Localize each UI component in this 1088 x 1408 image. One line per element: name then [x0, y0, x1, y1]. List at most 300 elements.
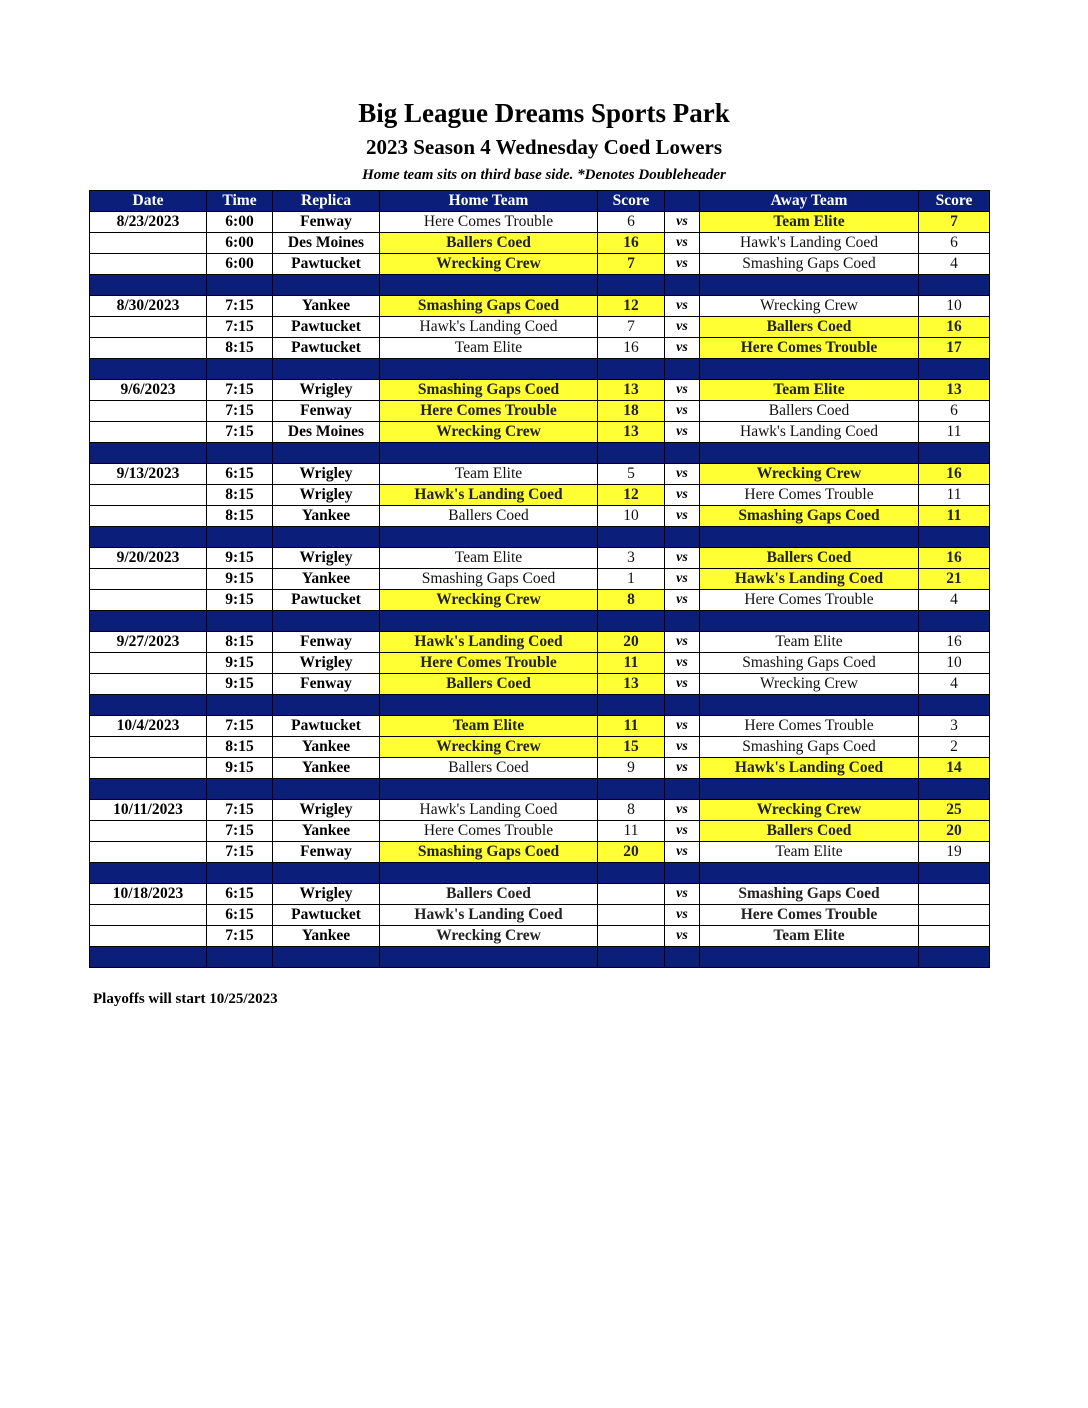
- time-cell: 9:15: [207, 674, 273, 695]
- separator-cell: [598, 527, 665, 548]
- away-score-cell: 4: [919, 674, 990, 695]
- table-row: [90, 758, 990, 779]
- away-score-cell: 4: [919, 254, 990, 275]
- table-row: [90, 884, 990, 905]
- separator-cell: [207, 863, 273, 884]
- separator-cell: [380, 527, 598, 548]
- vs-cell: vs: [665, 464, 700, 485]
- separator-cell: [273, 275, 380, 296]
- away-team-cell: Team Elite: [700, 842, 919, 863]
- separator-cell: [380, 611, 598, 632]
- replica-cell: Fenway: [273, 632, 380, 653]
- date-cell: [90, 737, 207, 758]
- replica-cell: Wrigley: [273, 485, 380, 506]
- vs-cell: vs: [665, 590, 700, 611]
- replica-cell: Yankee: [273, 296, 380, 317]
- separator-cell: [919, 863, 990, 884]
- separator-cell: [207, 359, 273, 380]
- away-score-cell: [919, 884, 990, 905]
- separator-cell: [380, 779, 598, 800]
- away-score-cell: 11: [919, 422, 990, 443]
- home-score-cell: 18: [598, 401, 665, 422]
- home-score-cell: 9: [598, 758, 665, 779]
- col-header-home-team: Home Team: [380, 191, 598, 212]
- separator-cell: [207, 275, 273, 296]
- time-cell: 6:00: [207, 254, 273, 275]
- away-score-cell: 7: [919, 212, 990, 233]
- vs-cell: vs: [665, 821, 700, 842]
- vs-cell: vs: [665, 884, 700, 905]
- separator-cell: [273, 611, 380, 632]
- vs-cell: vs: [665, 380, 700, 401]
- table-row: [90, 737, 990, 758]
- table-row: [90, 569, 990, 590]
- replica-cell: Yankee: [273, 821, 380, 842]
- separator-cell: [207, 527, 273, 548]
- separator-cell: [90, 947, 207, 968]
- away-score-cell: 17: [919, 338, 990, 359]
- away-team-cell: Here Comes Trouble: [700, 338, 919, 359]
- separator-cell: [919, 695, 990, 716]
- home-score-cell: [598, 905, 665, 926]
- away-score-cell: 6: [919, 233, 990, 254]
- vs-cell: vs: [665, 233, 700, 254]
- date-cell: 9/13/2023: [90, 464, 207, 485]
- separator-cell: [598, 275, 665, 296]
- away-team-cell: Here Comes Trouble: [700, 716, 919, 737]
- time-cell: 6:00: [207, 233, 273, 254]
- home-team-cell: Ballers Coed: [380, 674, 598, 695]
- away-score-cell: 10: [919, 653, 990, 674]
- away-score-cell: 19: [919, 842, 990, 863]
- separator-cell: [700, 443, 919, 464]
- separator-cell: [665, 695, 700, 716]
- separator-cell: [90, 611, 207, 632]
- vs-cell: vs: [665, 569, 700, 590]
- week-separator-row: [90, 443, 990, 464]
- date-cell: [90, 485, 207, 506]
- time-cell: 9:15: [207, 758, 273, 779]
- vs-cell: vs: [665, 653, 700, 674]
- separator-cell: [273, 359, 380, 380]
- separator-cell: [207, 611, 273, 632]
- replica-cell: Fenway: [273, 674, 380, 695]
- separator-cell: [380, 863, 598, 884]
- away-team-cell: Ballers Coed: [700, 317, 919, 338]
- separator-cell: [598, 695, 665, 716]
- away-team-cell: Ballers Coed: [700, 548, 919, 569]
- away-team-cell: Smashing Gaps Coed: [700, 737, 919, 758]
- table-header-row: [90, 191, 990, 212]
- table-row: [90, 716, 990, 737]
- separator-cell: [700, 779, 919, 800]
- table-row: [90, 212, 990, 233]
- home-team-cell: Hawk's Landing Coed: [380, 485, 598, 506]
- vs-cell: vs: [665, 254, 700, 275]
- table-row: [90, 296, 990, 317]
- separator-cell: [90, 359, 207, 380]
- vs-cell: vs: [665, 401, 700, 422]
- date-cell: [90, 317, 207, 338]
- home-score-cell: 16: [598, 338, 665, 359]
- separator-cell: [90, 275, 207, 296]
- home-score-cell: 13: [598, 380, 665, 401]
- replica-cell: Des Moines: [273, 233, 380, 254]
- schedule-note: Home team sits on third base side. *Denotes Doubleheader: [362, 167, 726, 183]
- separator-cell: [598, 359, 665, 380]
- separator-cell: [90, 863, 207, 884]
- home-score-cell: [598, 926, 665, 947]
- separator-cell: [380, 359, 598, 380]
- vs-cell: vs: [665, 422, 700, 443]
- separator-cell: [207, 443, 273, 464]
- schedule-body: [90, 212, 990, 968]
- replica-cell: Wrigley: [273, 884, 380, 905]
- week-separator-row: [90, 359, 990, 380]
- away-team-cell: Here Comes Trouble: [700, 485, 919, 506]
- away-score-cell: 16: [919, 317, 990, 338]
- home-score-cell: 13: [598, 422, 665, 443]
- home-team-cell: Wrecking Crew: [380, 422, 598, 443]
- vs-cell: vs: [665, 737, 700, 758]
- separator-cell: [919, 611, 990, 632]
- col-header-away-score: Score: [919, 191, 990, 212]
- separator-cell: [273, 527, 380, 548]
- separator-cell: [665, 863, 700, 884]
- time-cell: 9:15: [207, 590, 273, 611]
- away-team-cell: Hawk's Landing Coed: [700, 422, 919, 443]
- separator-cell: [273, 947, 380, 968]
- replica-cell: Fenway: [273, 212, 380, 233]
- time-cell: 7:15: [207, 401, 273, 422]
- away-team-cell: Smashing Gaps Coed: [700, 506, 919, 527]
- home-score-cell: 11: [598, 821, 665, 842]
- away-team-cell: Team Elite: [700, 212, 919, 233]
- date-cell: 10/11/2023: [90, 800, 207, 821]
- separator-cell: [90, 443, 207, 464]
- separator-cell: [919, 779, 990, 800]
- separator-cell: [700, 359, 919, 380]
- home-team-cell: Hawk's Landing Coed: [380, 905, 598, 926]
- replica-cell: Wrigley: [273, 800, 380, 821]
- table-row: [90, 653, 990, 674]
- time-cell: 6:15: [207, 905, 273, 926]
- away-score-cell: 13: [919, 380, 990, 401]
- away-team-cell: Here Comes Trouble: [700, 905, 919, 926]
- separator-cell: [598, 611, 665, 632]
- replica-cell: Yankee: [273, 737, 380, 758]
- replica-cell: Yankee: [273, 926, 380, 947]
- home-score-cell: 16: [598, 233, 665, 254]
- vs-cell: vs: [665, 317, 700, 338]
- home-score-cell: 15: [598, 737, 665, 758]
- home-team-cell: Ballers Coed: [380, 884, 598, 905]
- time-cell: 8:15: [207, 737, 273, 758]
- table-row: [90, 506, 990, 527]
- home-score-cell: 20: [598, 632, 665, 653]
- separator-cell: [273, 695, 380, 716]
- table-row: [90, 800, 990, 821]
- vs-cell: vs: [665, 212, 700, 233]
- separator-cell: [380, 443, 598, 464]
- away-team-cell: Team Elite: [700, 926, 919, 947]
- home-team-cell: Team Elite: [380, 338, 598, 359]
- time-cell: 7:15: [207, 317, 273, 338]
- date-cell: [90, 821, 207, 842]
- home-team-cell: Wrecking Crew: [380, 737, 598, 758]
- away-team-cell: Team Elite: [700, 632, 919, 653]
- col-header-time: Time: [207, 191, 273, 212]
- home-score-cell: 12: [598, 485, 665, 506]
- away-score-cell: 16: [919, 464, 990, 485]
- vs-cell: vs: [665, 926, 700, 947]
- away-team-cell: Ballers Coed: [700, 401, 919, 422]
- table-row: [90, 380, 990, 401]
- replica-cell: Yankee: [273, 506, 380, 527]
- table-row: [90, 632, 990, 653]
- away-score-cell: [919, 926, 990, 947]
- home-score-cell: 12: [598, 296, 665, 317]
- separator-cell: [919, 527, 990, 548]
- home-score-cell: 11: [598, 716, 665, 737]
- time-cell: 6:15: [207, 464, 273, 485]
- separator-cell: [90, 695, 207, 716]
- home-team-cell: Wrecking Crew: [380, 926, 598, 947]
- replica-cell: Pawtucket: [273, 590, 380, 611]
- date-cell: [90, 926, 207, 947]
- table-row: [90, 254, 990, 275]
- home-team-cell: Hawk's Landing Coed: [380, 317, 598, 338]
- away-score-cell: 16: [919, 632, 990, 653]
- home-team-cell: Team Elite: [380, 548, 598, 569]
- separator-cell: [919, 359, 990, 380]
- table-row: [90, 422, 990, 443]
- separator-cell: [273, 443, 380, 464]
- away-team-cell: Hawk's Landing Coed: [700, 569, 919, 590]
- time-cell: 7:15: [207, 716, 273, 737]
- away-team-cell: Team Elite: [700, 380, 919, 401]
- separator-cell: [380, 947, 598, 968]
- date-cell: 9/6/2023: [90, 380, 207, 401]
- vs-cell: vs: [665, 674, 700, 695]
- time-cell: 8:15: [207, 485, 273, 506]
- time-cell: 9:15: [207, 569, 273, 590]
- replica-cell: Fenway: [273, 401, 380, 422]
- page-title: Big League Dreams Sports Park: [358, 98, 730, 128]
- away-score-cell: 11: [919, 485, 990, 506]
- replica-cell: Wrigley: [273, 653, 380, 674]
- replica-cell: Pawtucket: [273, 905, 380, 926]
- separator-cell: [700, 527, 919, 548]
- away-score-cell: 20: [919, 821, 990, 842]
- table-row: [90, 338, 990, 359]
- table-row: [90, 233, 990, 254]
- time-cell: 9:15: [207, 653, 273, 674]
- away-score-cell: 4: [919, 590, 990, 611]
- time-cell: 6:00: [207, 212, 273, 233]
- separator-cell: [90, 779, 207, 800]
- home-team-cell: Wrecking Crew: [380, 590, 598, 611]
- home-team-cell: Smashing Gaps Coed: [380, 569, 598, 590]
- away-team-cell: Wrecking Crew: [700, 296, 919, 317]
- away-team-cell: Smashing Gaps Coed: [700, 254, 919, 275]
- table-row: [90, 485, 990, 506]
- separator-cell: [665, 443, 700, 464]
- away-score-cell: 25: [919, 800, 990, 821]
- home-team-cell: Team Elite: [380, 464, 598, 485]
- time-cell: 7:15: [207, 821, 273, 842]
- separator-cell: [90, 527, 207, 548]
- time-cell: 7:15: [207, 380, 273, 401]
- date-cell: [90, 401, 207, 422]
- separator-cell: [598, 863, 665, 884]
- away-score-cell: 16: [919, 548, 990, 569]
- table-row: [90, 842, 990, 863]
- home-team-cell: Ballers Coed: [380, 506, 598, 527]
- away-team-cell: Ballers Coed: [700, 821, 919, 842]
- vs-cell: vs: [665, 485, 700, 506]
- replica-cell: Des Moines: [273, 422, 380, 443]
- col-header-replica: Replica: [273, 191, 380, 212]
- away-score-cell: 6: [919, 401, 990, 422]
- separator-cell: [207, 947, 273, 968]
- home-score-cell: 8: [598, 590, 665, 611]
- separator-cell: [700, 611, 919, 632]
- vs-cell: vs: [665, 506, 700, 527]
- home-team-cell: Wrecking Crew: [380, 254, 598, 275]
- home-score-cell: [598, 884, 665, 905]
- date-cell: [90, 842, 207, 863]
- home-team-cell: Ballers Coed: [380, 233, 598, 254]
- date-cell: 9/20/2023: [90, 548, 207, 569]
- replica-cell: Wrigley: [273, 464, 380, 485]
- table-row: [90, 821, 990, 842]
- replica-cell: Pawtucket: [273, 338, 380, 359]
- table-row: [90, 905, 990, 926]
- vs-cell: vs: [665, 632, 700, 653]
- separator-cell: [598, 779, 665, 800]
- vs-cell: vs: [665, 338, 700, 359]
- home-team-cell: Smashing Gaps Coed: [380, 380, 598, 401]
- separator-cell: [598, 947, 665, 968]
- col-header-date: Date: [90, 191, 207, 212]
- time-cell: 7:15: [207, 926, 273, 947]
- table-row: [90, 590, 990, 611]
- separator-cell: [665, 779, 700, 800]
- separator-cell: [700, 947, 919, 968]
- week-separator-row: [90, 527, 990, 548]
- time-cell: 7:15: [207, 422, 273, 443]
- week-separator-row: [90, 947, 990, 968]
- date-cell: [90, 422, 207, 443]
- separator-cell: [919, 947, 990, 968]
- date-cell: [90, 254, 207, 275]
- separator-cell: [700, 863, 919, 884]
- separator-cell: [380, 695, 598, 716]
- separator-cell: [665, 359, 700, 380]
- separator-cell: [598, 443, 665, 464]
- away-team-cell: Wrecking Crew: [700, 674, 919, 695]
- time-cell: 7:15: [207, 800, 273, 821]
- separator-cell: [207, 779, 273, 800]
- table-row: [90, 464, 990, 485]
- week-separator-row: [90, 275, 990, 296]
- date-cell: [90, 758, 207, 779]
- vs-cell: vs: [665, 296, 700, 317]
- date-cell: [90, 233, 207, 254]
- separator-cell: [700, 275, 919, 296]
- away-score-cell: 2: [919, 737, 990, 758]
- date-cell: [90, 506, 207, 527]
- home-score-cell: 5: [598, 464, 665, 485]
- away-score-cell: 10: [919, 296, 990, 317]
- separator-cell: [919, 443, 990, 464]
- home-score-cell: 8: [598, 800, 665, 821]
- col-header-home-score: Score: [598, 191, 665, 212]
- vs-cell: vs: [665, 842, 700, 863]
- home-score-cell: 7: [598, 317, 665, 338]
- away-score-cell: 21: [919, 569, 990, 590]
- separator-cell: [665, 527, 700, 548]
- home-score-cell: 11: [598, 653, 665, 674]
- date-cell: 9/27/2023: [90, 632, 207, 653]
- time-cell: 9:15: [207, 548, 273, 569]
- time-cell: 8:15: [207, 338, 273, 359]
- schedule-table: [89, 190, 990, 968]
- replica-cell: Pawtucket: [273, 317, 380, 338]
- vs-cell: vs: [665, 905, 700, 926]
- home-score-cell: 10: [598, 506, 665, 527]
- away-team-cell: Smashing Gaps Coed: [700, 884, 919, 905]
- home-team-cell: Team Elite: [380, 716, 598, 737]
- time-cell: 6:15: [207, 884, 273, 905]
- away-score-cell: 14: [919, 758, 990, 779]
- replica-cell: Pawtucket: [273, 716, 380, 737]
- playoffs-note: Playoffs will start 10/25/2023: [93, 991, 278, 1007]
- week-separator-row: [90, 611, 990, 632]
- separator-cell: [273, 863, 380, 884]
- away-score-cell: 11: [919, 506, 990, 527]
- vs-cell: vs: [665, 758, 700, 779]
- separator-cell: [919, 275, 990, 296]
- table-row: [90, 401, 990, 422]
- separator-cell: [665, 947, 700, 968]
- home-score-cell: 20: [598, 842, 665, 863]
- date-cell: [90, 653, 207, 674]
- time-cell: 7:15: [207, 296, 273, 317]
- away-team-cell: Wrecking Crew: [700, 464, 919, 485]
- away-team-cell: Hawk's Landing Coed: [700, 758, 919, 779]
- home-team-cell: Here Comes Trouble: [380, 821, 598, 842]
- home-score-cell: 13: [598, 674, 665, 695]
- replica-cell: Yankee: [273, 569, 380, 590]
- away-team-cell: Smashing Gaps Coed: [700, 653, 919, 674]
- home-team-cell: Hawk's Landing Coed: [380, 632, 598, 653]
- home-team-cell: Here Comes Trouble: [380, 401, 598, 422]
- home-team-cell: Smashing Gaps Coed: [380, 296, 598, 317]
- week-separator-row: [90, 779, 990, 800]
- time-cell: 8:15: [207, 506, 273, 527]
- separator-cell: [273, 779, 380, 800]
- date-cell: [90, 905, 207, 926]
- home-score-cell: 6: [598, 212, 665, 233]
- home-team-cell: Here Comes Trouble: [380, 212, 598, 233]
- home-team-cell: Hawk's Landing Coed: [380, 800, 598, 821]
- separator-cell: [207, 695, 273, 716]
- home-team-cell: Here Comes Trouble: [380, 653, 598, 674]
- away-team-cell: Hawk's Landing Coed: [700, 233, 919, 254]
- separator-cell: [665, 611, 700, 632]
